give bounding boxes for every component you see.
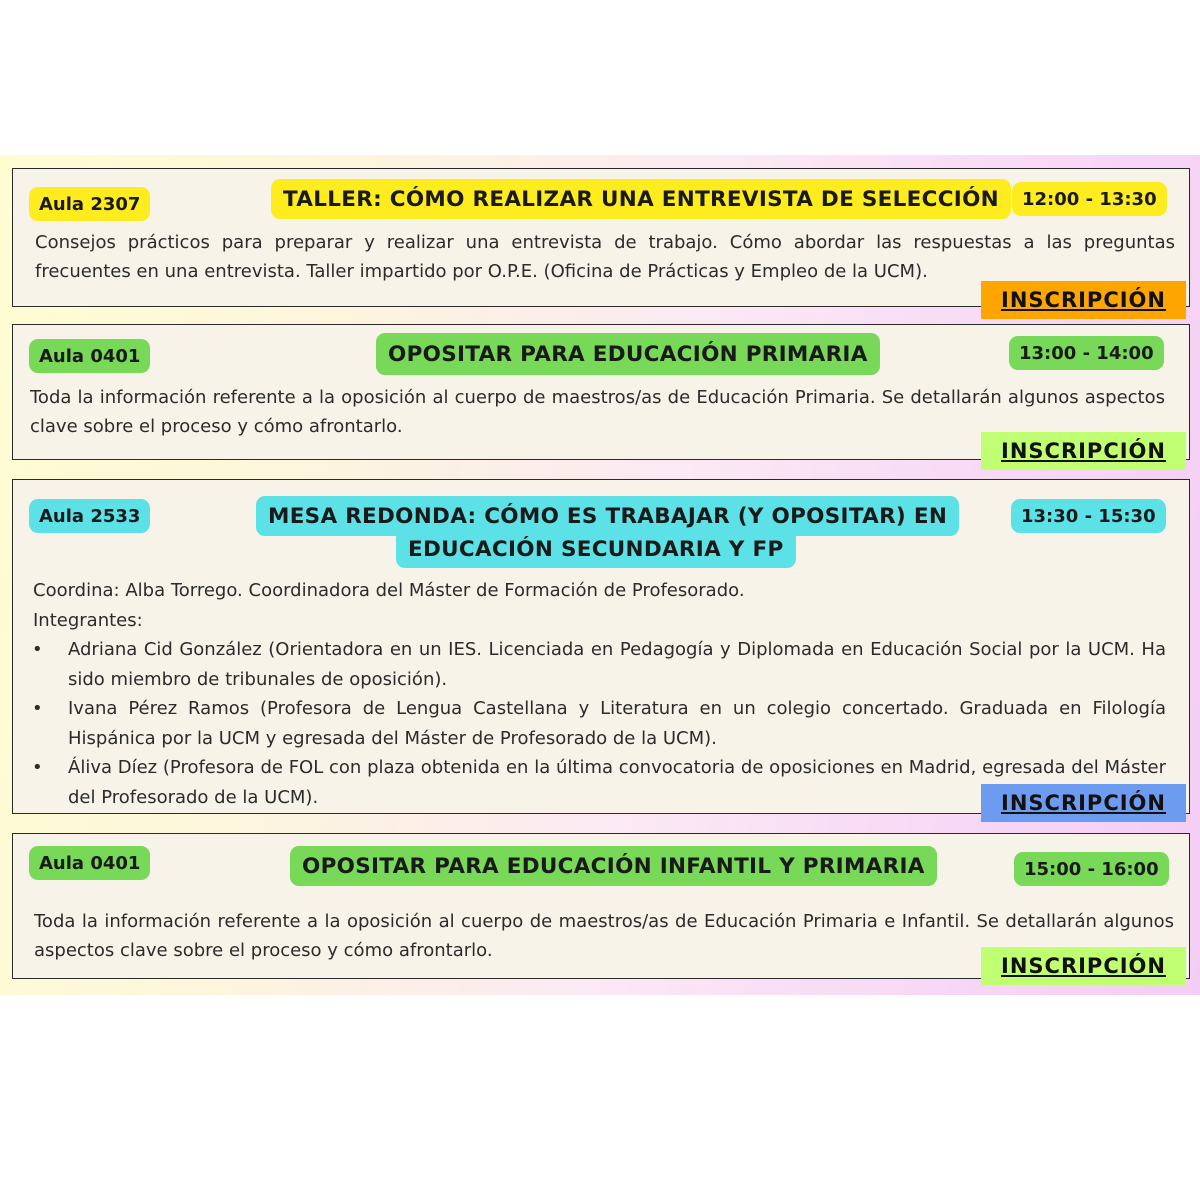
event-title: OPOSITAR PARA EDUCACIÓN INFANTIL Y PRIMARIA xyxy=(290,846,937,886)
event-card-mesa-redonda xyxy=(12,479,1190,814)
time-badge: 13:00 - 14:00 xyxy=(1009,336,1164,370)
event-title-line2: EDUCACIÓN SECUNDARIA Y FP xyxy=(396,530,796,568)
list-item xyxy=(32,694,1166,753)
event-title-line1: MESA REDONDA: CÓMO ES TRABAJAR (Y OPOSITAR) EN xyxy=(256,496,959,536)
register-button[interactable]: INSCRIPCIÓN xyxy=(981,432,1186,470)
coordinator-text: Coordina: Alba Torrego. Coordinadora del Máster de Formación de Profesorado. xyxy=(33,580,745,601)
member-text: Ivana Pérez Ramos (Profesora de Lengua Castellana y Literatura en un colegio concertado. Graduada en Filología Hispánica por la UCM y egresada del Máster de Profesorado de la UCM). xyxy=(68,698,1166,749)
time-badge: 15:00 - 16:00 xyxy=(1014,852,1169,886)
register-button[interactable]: INSCRIPCIÓN xyxy=(981,281,1186,319)
register-button[interactable]: INSCRIPCIÓN xyxy=(981,947,1186,985)
member-text: Áliva Díez (Profesora de FOL con plaza obtenida en la última convocatoria de oposiciones en Madrid, egresada del Máster del Profesorado de la UCM). xyxy=(68,757,1166,808)
room-badge: Aula 0401 xyxy=(29,339,150,373)
event-description: Toda la información referente a la oposición al cuerpo de maestros/as de Educación Primaria. Se detallarán algunos aspectos clave sobre el proceso y cómo afrontarlo. xyxy=(30,387,1165,437)
event-description: Toda la información referente a la oposición al cuerpo de maestros/as de Educación Primaria e Infantil. Se detallarán algunos aspectos clave sobre el proceso y cómo afrontarlo. xyxy=(34,911,1174,961)
time-badge: 13:30 - 15:30 xyxy=(1011,499,1166,533)
event-description: Consejos prácticos para preparar y realizar una entrevista de trabajo. Cómo abordar las respuestas a las preguntas frecuentes en una entrevista. Taller impartido por O.P.E. (Oficina de Prácticas y Empleo de la UCM). xyxy=(35,232,1175,282)
event-title: OPOSITAR PARA EDUCACIÓN PRIMARIA xyxy=(376,333,880,375)
members-label: Integrantes: xyxy=(33,610,143,631)
time-badge: 12:00 - 13:30 xyxy=(1012,182,1167,216)
member-text: Adriana Cid González (Orientadora en un IES. Licenciada en Pedagogía y Diplomada en Educación Social por la UCM. Ha sido miembro de tribunales de oposición). xyxy=(68,639,1166,690)
bullet-icon: • xyxy=(32,639,43,660)
room-badge: Aula 2307 xyxy=(29,187,150,221)
room-badge: Aula 2533 xyxy=(29,499,150,533)
bullet-icon: • xyxy=(32,698,43,719)
room-badge: Aula 0401 xyxy=(29,846,150,880)
bullet-icon: • xyxy=(32,757,43,778)
register-button[interactable]: INSCRIPCIÓN xyxy=(981,784,1186,822)
event-title: TALLER: CÓMO REALIZAR UNA ENTREVISTA DE SELECCIÓN xyxy=(271,179,1011,219)
list-item xyxy=(32,635,1166,694)
